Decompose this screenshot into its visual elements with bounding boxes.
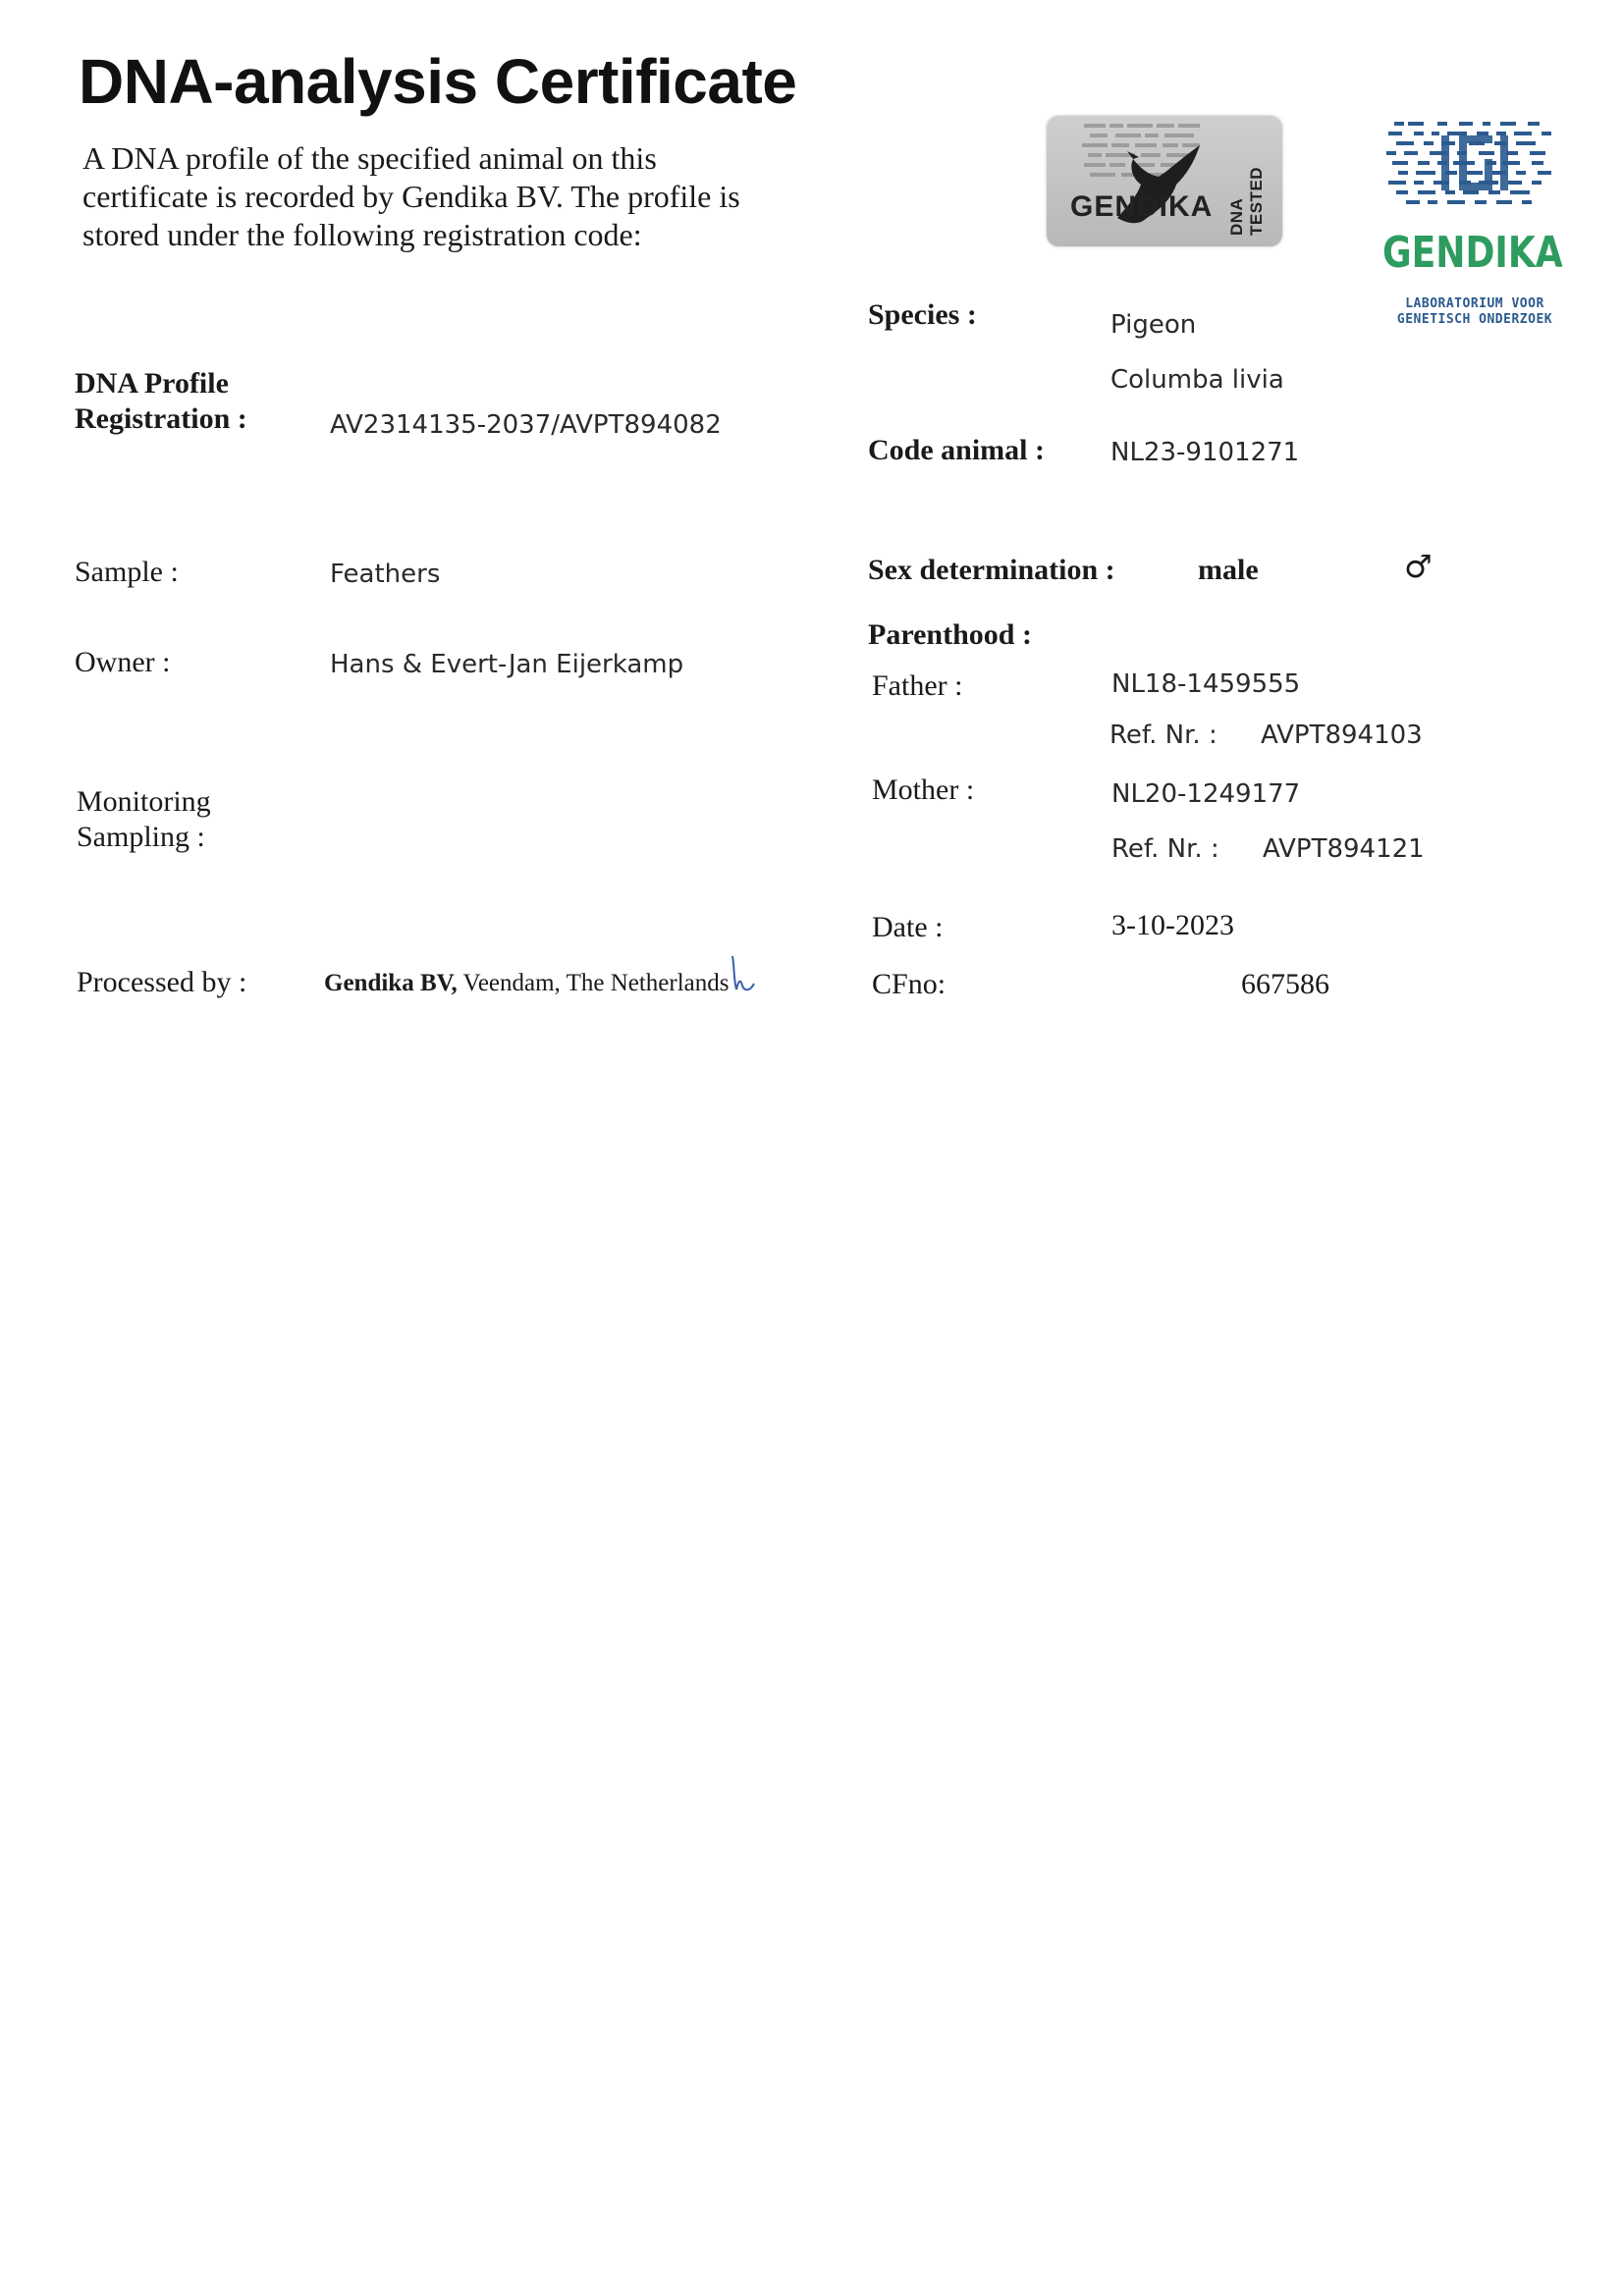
dna-profile-label-line1: DNA Profile bbox=[75, 367, 229, 400]
father-ref-value: AVPT894103 bbox=[1261, 721, 1423, 750]
dna-tested-seal bbox=[1047, 116, 1282, 246]
gendika-logo-name: GENDIKA bbox=[1382, 228, 1563, 278]
dna-profile-value: AV2314135-2037/AVPT894082 bbox=[330, 410, 722, 440]
monitoring-label-line2: Sampling : bbox=[77, 821, 205, 853]
mother-ref-label: Ref. Nr. : bbox=[1111, 834, 1219, 864]
mother-label: Mother : bbox=[872, 774, 975, 806]
species-label: Species : bbox=[868, 298, 977, 331]
gendika-logo-tagline: LABORATORIUM VOOR GENETISCH ONDERZOEK bbox=[1396, 296, 1553, 327]
cfno-value: 667586 bbox=[1241, 968, 1329, 1000]
date-value: 3-10-2023 bbox=[1111, 909, 1234, 941]
mother-value: NL20-1249177 bbox=[1111, 779, 1301, 809]
intro-paragraph: A DNA profile of the specified animal on this certificate is recorded by Gendika BV. The profile is stored under the following registration code: bbox=[82, 140, 740, 252]
seal-brand-text: GENDIKA bbox=[1070, 190, 1214, 223]
father-label: Father : bbox=[872, 669, 963, 702]
parenthood-label: Parenthood : bbox=[868, 618, 1032, 651]
species-latin-value: Columba livia bbox=[1110, 365, 1284, 395]
certificate-title: DNA-analysis Certificate bbox=[79, 46, 797, 117]
code-animal-value: NL23-9101271 bbox=[1110, 438, 1300, 467]
male-symbol-icon: ♂ bbox=[1404, 548, 1433, 585]
sex-determination-label: Sex determination : bbox=[868, 554, 1115, 586]
cfno-label: CFno: bbox=[872, 968, 947, 1000]
sample-label: Sample : bbox=[75, 556, 179, 588]
gendika-logo-icon bbox=[1384, 116, 1567, 222]
mother-ref-value: AVPT894121 bbox=[1263, 834, 1425, 864]
processed-by-label: Processed by : bbox=[77, 966, 247, 998]
sample-value: Feathers bbox=[330, 560, 441, 589]
signature-mark bbox=[729, 952, 758, 997]
dna-profile-label-line2: Registration : bbox=[75, 402, 247, 435]
date-label: Date : bbox=[872, 911, 944, 943]
father-value: NL18-1459555 bbox=[1111, 669, 1301, 699]
monitoring-label-line1: Monitoring bbox=[77, 785, 211, 818]
code-animal-label: Code animal : bbox=[868, 434, 1045, 466]
father-ref-label: Ref. Nr. : bbox=[1109, 721, 1217, 750]
seal-side-text: DNA TESTED bbox=[1227, 166, 1266, 236]
owner-value: Hans & Evert-Jan Eijerkamp bbox=[330, 650, 684, 679]
processed-by-value bbox=[324, 970, 730, 997]
species-common-value: Pigeon bbox=[1110, 310, 1197, 340]
sex-value: male bbox=[1198, 554, 1259, 586]
owner-label: Owner : bbox=[75, 646, 171, 678]
processed-company: Gendika BV, bbox=[324, 970, 458, 996]
processed-location: Veendam, The Netherlands bbox=[462, 970, 730, 996]
